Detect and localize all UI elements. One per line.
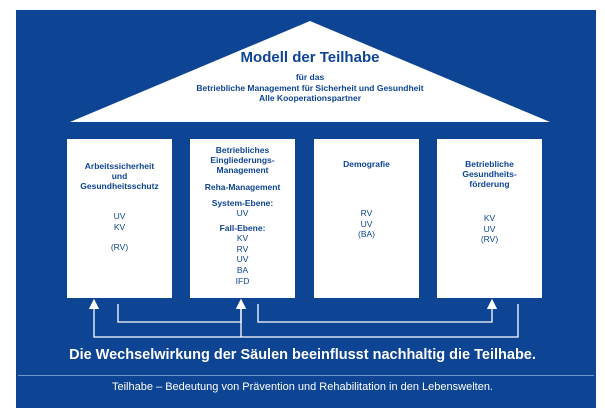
pillar-item: UV: [113, 211, 126, 221]
roof-subtitle-line2: Betriebliche Management für Sicherheit und Gesundheit: [196, 83, 424, 93]
system-level-label: System-Ebene:: [211, 197, 274, 208]
pillar-title-line: Gesundheits-: [462, 169, 517, 180]
roof-title: Modell der Teilhabe: [240, 49, 380, 66]
divider-line: [18, 375, 594, 376]
pillar-title-line: Gesundheitsschutz: [80, 181, 159, 192]
pillar-item: UV: [360, 218, 373, 229]
roof-subtitle-line3: Alle Kooperationspartner: [258, 93, 362, 103]
pillar-item: (RV): [110, 242, 129, 253]
pillar-title-line: und: [111, 171, 128, 182]
pillar-item: IFD: [235, 275, 250, 286]
pillar-item: (BA): [358, 229, 375, 240]
pillar-demografie: [314, 139, 419, 298]
case-level-label: Fall-Ebene:: [219, 223, 266, 234]
pillar-item: BA: [236, 265, 249, 276]
pillar-title-line: förderung: [469, 179, 510, 190]
pillar-arbeitssicherheit: [67, 139, 172, 298]
pillar-title-line: Eingliederungs-: [210, 155, 275, 166]
pillar-item: UV: [236, 254, 249, 265]
pillar-title-line: Demografie: [343, 159, 390, 169]
pillar-item: RV: [360, 208, 373, 218]
pillar-subtitle: Reha-Management: [204, 181, 281, 192]
pillar-item: UV: [483, 223, 496, 234]
roof-subtitle-line1: für das: [295, 72, 325, 82]
pillar-title-line: Management: [216, 165, 269, 176]
interaction-statement: Die Wechselwirkung der Säulen beeinflusst nachhaltig die Teilhabe.: [69, 347, 536, 363]
pillar-item: RV: [236, 243, 249, 254]
pillar-gesundheitsfoerderung: [437, 139, 542, 298]
pillar-title-line: Betriebliches: [215, 145, 270, 155]
pillar-title-line: Betriebliche: [465, 159, 514, 169]
pillar-item: UV: [236, 207, 249, 218]
pillar-item: KV: [236, 233, 249, 244]
footer-caption: Teilhabe – Bedeutung von Prävention und Rehabilitation in den Lebenswelten.: [111, 381, 493, 393]
pillar-item: KV: [483, 213, 496, 223]
pillar-item: (RV): [480, 234, 499, 245]
pillar-title-line: Arbeitssicherheit: [84, 161, 155, 171]
pillar-item: KV: [113, 221, 126, 232]
pillar-eingliederungsmanagement: [190, 139, 295, 298]
